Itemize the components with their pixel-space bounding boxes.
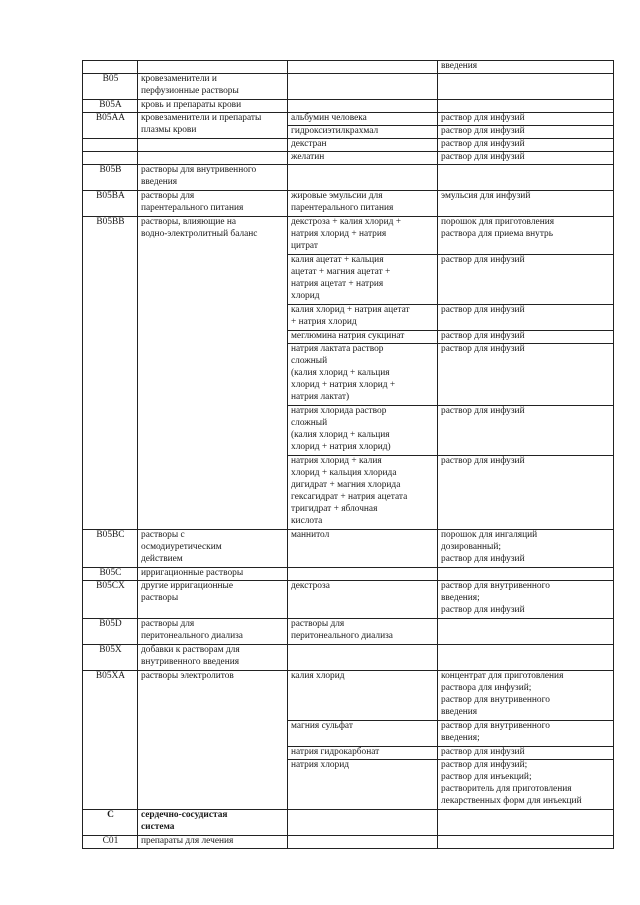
dosage-form-cell bbox=[438, 836, 614, 849]
dosage-form-cell: раствор для инфузий bbox=[438, 113, 614, 126]
dosage-form-cell: раствор для инфузий bbox=[438, 747, 614, 760]
dosage-form-cell bbox=[438, 165, 614, 191]
group-name-cell: растворы электролитов bbox=[138, 671, 288, 810]
atc-code-cell: B05B bbox=[83, 165, 138, 191]
group-name-cell bbox=[138, 61, 288, 74]
drug-name-cell bbox=[288, 810, 438, 836]
dosage-form-cell: порошок для ингаляций дозированный; раствор для инфузий bbox=[438, 530, 614, 568]
drug-name-cell: растворы для перитонеального диализа bbox=[288, 619, 438, 645]
atc-code-cell: B05BB bbox=[83, 217, 138, 530]
atc-code-cell: B05XA bbox=[83, 671, 138, 810]
group-name-cell: препараты для лечения bbox=[138, 836, 288, 849]
atc-code-cell: B05BC bbox=[83, 530, 138, 568]
dosage-form-cell bbox=[438, 619, 614, 645]
drug-name-cell: калия хлорид + натрия ацетат + натрия хлорид bbox=[288, 305, 438, 331]
drug-name-cell: натрия хлорида раствор сложный (калия хлорид + кальция хлорид + натрия хлорид) bbox=[288, 406, 438, 456]
drug-name-cell: калия хлорид bbox=[288, 671, 438, 721]
dosage-form-cell bbox=[438, 645, 614, 671]
atc-code-cell: B05X bbox=[83, 645, 138, 671]
atc-code-cell: B05 bbox=[83, 74, 138, 100]
group-name-cell: кровезаменители и препараты плазмы крови bbox=[138, 113, 288, 139]
drug-name-cell: натрия хлорид bbox=[288, 760, 438, 810]
drug-name-cell: декстран bbox=[288, 139, 438, 152]
drug-name-cell: гидроксиэтилкрахмал bbox=[288, 126, 438, 139]
dosage-form-cell: раствор для инфузий bbox=[438, 406, 614, 456]
table-row bbox=[83, 530, 614, 568]
table-row bbox=[83, 671, 614, 721]
table-row bbox=[83, 645, 614, 671]
atc-code-cell bbox=[83, 139, 138, 152]
drug-name-cell bbox=[288, 836, 438, 849]
group-name-cell: сердечно-сосудистая система bbox=[138, 810, 288, 836]
atc-code-cell: C01 bbox=[83, 836, 138, 849]
drug-name-cell: натрия гидрокарбонат bbox=[288, 747, 438, 760]
drug-name-cell: декстроза + калия хлорид + натрия хлорид + натрия цитрат bbox=[288, 217, 438, 255]
group-name-cell: кровезаменители и перфузионные растворы bbox=[138, 74, 288, 100]
dosage-form-cell bbox=[438, 810, 614, 836]
drug-name-cell bbox=[288, 645, 438, 671]
table-row bbox=[83, 139, 614, 152]
atc-code-cell: B05D bbox=[83, 619, 138, 645]
table-row bbox=[83, 113, 614, 126]
group-name-cell bbox=[138, 152, 288, 165]
table-row bbox=[83, 568, 614, 581]
dosage-form-cell: введения bbox=[438, 61, 614, 74]
dosage-form-cell: эмульсия для инфузий bbox=[438, 191, 614, 217]
drug-name-cell: желатин bbox=[288, 152, 438, 165]
drug-name-cell bbox=[288, 74, 438, 100]
group-name-cell: кровь и препараты крови bbox=[138, 100, 288, 113]
drug-name-cell: магния сульфат bbox=[288, 721, 438, 747]
table-row bbox=[83, 619, 614, 645]
atc-code-cell bbox=[83, 61, 138, 74]
drug-name-cell: альбумин человека bbox=[288, 113, 438, 126]
dosage-form-cell: раствор для инфузий bbox=[438, 456, 614, 530]
table-row bbox=[83, 191, 614, 217]
drug-name-cell bbox=[288, 61, 438, 74]
drug-name-cell: натрия лактата раствор сложный (калия хлорид + кальция хлорид + натрия хлорид + натрия лактат) bbox=[288, 344, 438, 406]
dosage-form-cell: концентрат для приготовления раствора для инфузий; раствор для внутривенного введения bbox=[438, 671, 614, 721]
dosage-form-cell: раствор для инфузий bbox=[438, 331, 614, 344]
drug-name-cell: калия ацетат + кальция ацетат + магния ацетат + натрия ацетат + натрия хлорид bbox=[288, 255, 438, 305]
dosage-form-cell bbox=[438, 74, 614, 100]
group-name-cell: растворы для внутривенного введения bbox=[138, 165, 288, 191]
atc-code-cell: B05CX bbox=[83, 581, 138, 619]
dosage-form-cell: раствор для инфузий bbox=[438, 305, 614, 331]
table-body bbox=[83, 61, 614, 849]
dosage-form-cell: раствор для внутривенного введения; bbox=[438, 721, 614, 747]
table-row bbox=[83, 217, 614, 255]
dosage-form-cell: раствор для внутривенного введения; раствор для инфузий bbox=[438, 581, 614, 619]
dosage-form-cell bbox=[438, 568, 614, 581]
dosage-form-cell: раствор для инфузий bbox=[438, 139, 614, 152]
dosage-form-cell: раствор для инфузий bbox=[438, 126, 614, 139]
dosage-form-cell: раствор для инфузий bbox=[438, 255, 614, 305]
atc-code-cell: C bbox=[83, 810, 138, 836]
atc-code-cell: B05A bbox=[83, 100, 138, 113]
drug-name-cell: меглюмина натрия сукцинат bbox=[288, 331, 438, 344]
group-name-cell bbox=[138, 139, 288, 152]
table-row bbox=[83, 836, 614, 849]
atc-code-cell: B05BA bbox=[83, 191, 138, 217]
atc-code-cell: B05C bbox=[83, 568, 138, 581]
group-name-cell: добавки к растворам для внутривенного введения bbox=[138, 645, 288, 671]
table-row bbox=[83, 581, 614, 619]
dosage-form-cell: раствор для инфузий bbox=[438, 152, 614, 165]
drug-list-table bbox=[82, 60, 614, 849]
group-name-cell: растворы с осмодиуретическим действием bbox=[138, 530, 288, 568]
table-row bbox=[83, 61, 614, 74]
drug-name-cell: жировые эмульсии для парентерального питания bbox=[288, 191, 438, 217]
table-row bbox=[83, 165, 614, 191]
atc-code-cell: B05AA bbox=[83, 113, 138, 139]
group-name-cell: растворы для парентерального питания bbox=[138, 191, 288, 217]
dosage-form-cell bbox=[438, 100, 614, 113]
dosage-form-cell: порошок для приготовления раствора для приема внутрь bbox=[438, 217, 614, 255]
dosage-form-cell: раствор для инфузий bbox=[438, 344, 614, 406]
drug-name-cell: натрия хлорид + калия хлорид + кальция хлорида дигидрат + магния хлорида гексагидрат + натрия ацетата тригидрат + яблочная кислота bbox=[288, 456, 438, 530]
drug-name-cell bbox=[288, 568, 438, 581]
drug-name-cell: маннитол bbox=[288, 530, 438, 568]
group-name-cell: растворы, влияющие на водно-электролитный баланс bbox=[138, 217, 288, 530]
group-name-cell: растворы для перитонеального диализа bbox=[138, 619, 288, 645]
atc-code-cell bbox=[83, 152, 138, 165]
table-row bbox=[83, 74, 614, 100]
drug-name-cell: декстроза bbox=[288, 581, 438, 619]
drug-name-cell bbox=[288, 165, 438, 191]
table-row bbox=[83, 810, 614, 836]
drug-name-cell bbox=[288, 100, 438, 113]
table-row bbox=[83, 152, 614, 165]
table-row bbox=[83, 100, 614, 113]
group-name-cell: другие ирригационные растворы bbox=[138, 581, 288, 619]
group-name-cell: ирригационные растворы bbox=[138, 568, 288, 581]
dosage-form-cell: раствор для инфузий; раствор для инъекций; растворитель для приготовления лекарственных форм для инъекций bbox=[438, 760, 614, 810]
